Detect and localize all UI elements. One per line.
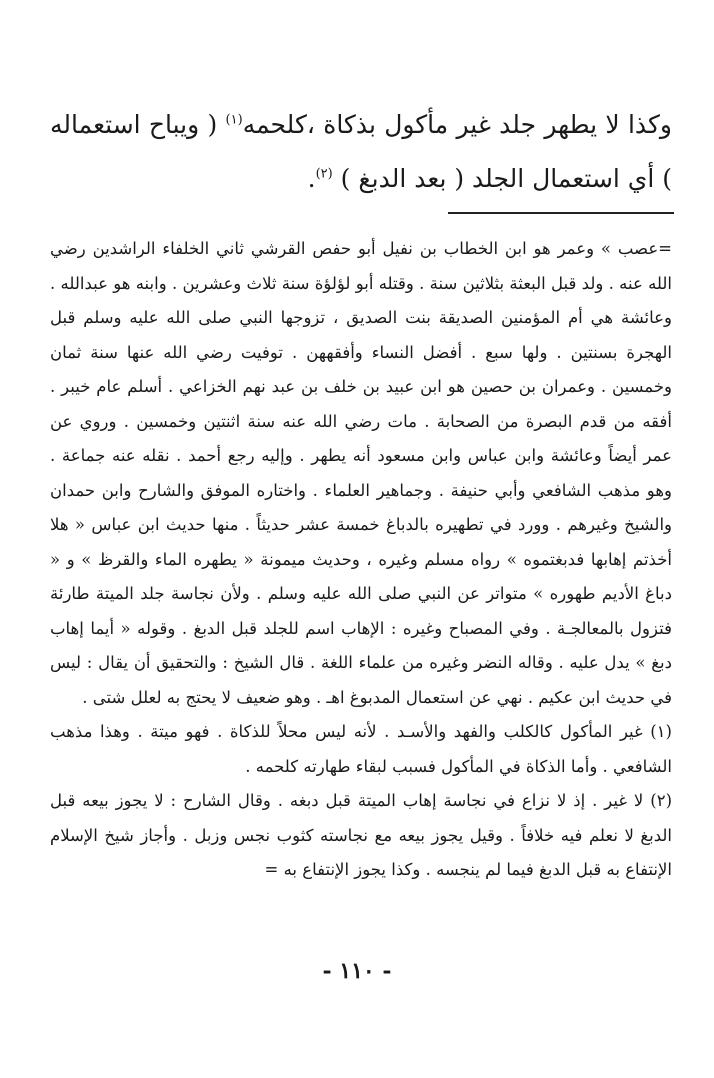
footnote-2 [50, 784, 672, 888]
footnote-separator [448, 212, 674, 214]
main-text-part-2: ( ويباح استعماله ) أي استعمال الجلد ( بعد الدبغ ) [50, 110, 672, 193]
main-paragraph [50, 98, 672, 206]
footnote-marker-2: (٢) [650, 791, 672, 810]
main-text [50, 98, 672, 206]
footnote-continued: =عصب » وعمر هو ابن الخطاب بن نفيل أبو حفص القرشي ثاني الخلفاء الراشدين رضي الله عنه . ولد قبل البعثة بثلاثين سنة . وقتله أبو لؤلؤة سنة ثلاث وعشرين . وابنه هو عبدالله . وعائشة هي أم المؤمنين الصديقة بنت الصديق ، تزوجها النبي صلى الله عليه وسلم قبل الهجرة بسنتين . ولها سبع . أفضل النساء وأفقههن . توفيت رضي الله عنها سنة ثمان وخمسين . وعمران بن حصين هو ابن عبيد بن خلف بن عبد نهم الخزاعي . أسلم عام خيبر . أفقه من قدم البصرة من الصحابة . مات رضي الله عنه سنة اثنتين وخمسين . وروي عن عمر أيضاً وعائشة وابن عباس وابن مسعود أنه يطهر . وإليه رجع أحمد . نقله عنه جماعة . وهو مذهب الشافعي وأبي حنيفة . وجماهير العلماء . واختاره الموفق والشارح وابن حمدان والشيخ وغيرهم . وورد في تطهيره بالدباغ خمسة عشر حديثاً . منها حديث ابن عباس « هلا أخذتم إهابها فدبغتموه » رواه مسلم وغيره ، وحديث ميمونة « يطهره الماء والقرظ » و « دباغ الأديم طهوره » متواتر عن النبي صلى الله عليه وسلم . ولأن نجاسة جلد الميتة طارئة فتزول بالمعالجـة . وفي المصباح وغيره : الإهاب اسم للجلد قبل الدبغ . وقوله « أيما إهاب دبغ » يدل عليه . وقاله النضر وغيره من علماء اللغة . قال الشيخ : والتحقيق أن يقال : ليس في حديث ابن عكيم . نهي عن استعمال المدبوغ اهـ . وهو ضعيف لا يحتج به لعلل شتى . [50, 239, 672, 707]
footnote-text-2: لا غير . إذ لا نزاع في نجاسة إهاب الميتة قبل دبغه . وقال الشارح : لا يجوز بيعه قبل الدبغ لا نعلم فيه خلافاً . وقيل يجوز بيعه مع نجاسته كثوب نجس وزبل . وأجاز شيخ الإسلام الإنتفاع به قبل الدبغ فيما لم ينجسه . وكذا يجوز الإنتفاع به = [50, 791, 672, 879]
page-number: - ١١٠ - [322, 958, 392, 984]
footnote-ref-2: (٢) [315, 166, 333, 182]
main-text-part-1: وكذا لا يطهر جلد غير مأكول بذكاة ،كلحمه [242, 110, 672, 139]
main-text-end: . [307, 164, 316, 193]
footnote-marker-1: (١) [650, 722, 672, 741]
footnote-ref-1: (١) [225, 112, 243, 128]
footnote-1 [50, 715, 672, 784]
footnote-text-1: غير المأكول كالكلب والفهد والأسـد . لأنه ليس محلاً للذكاة . فهو ميتة . وهذا مذهب الشافعي . وأما الذكاة في المأكول فسبب لبقاء طهارته كلحمه . [50, 722, 672, 776]
footnotes [50, 232, 672, 888]
